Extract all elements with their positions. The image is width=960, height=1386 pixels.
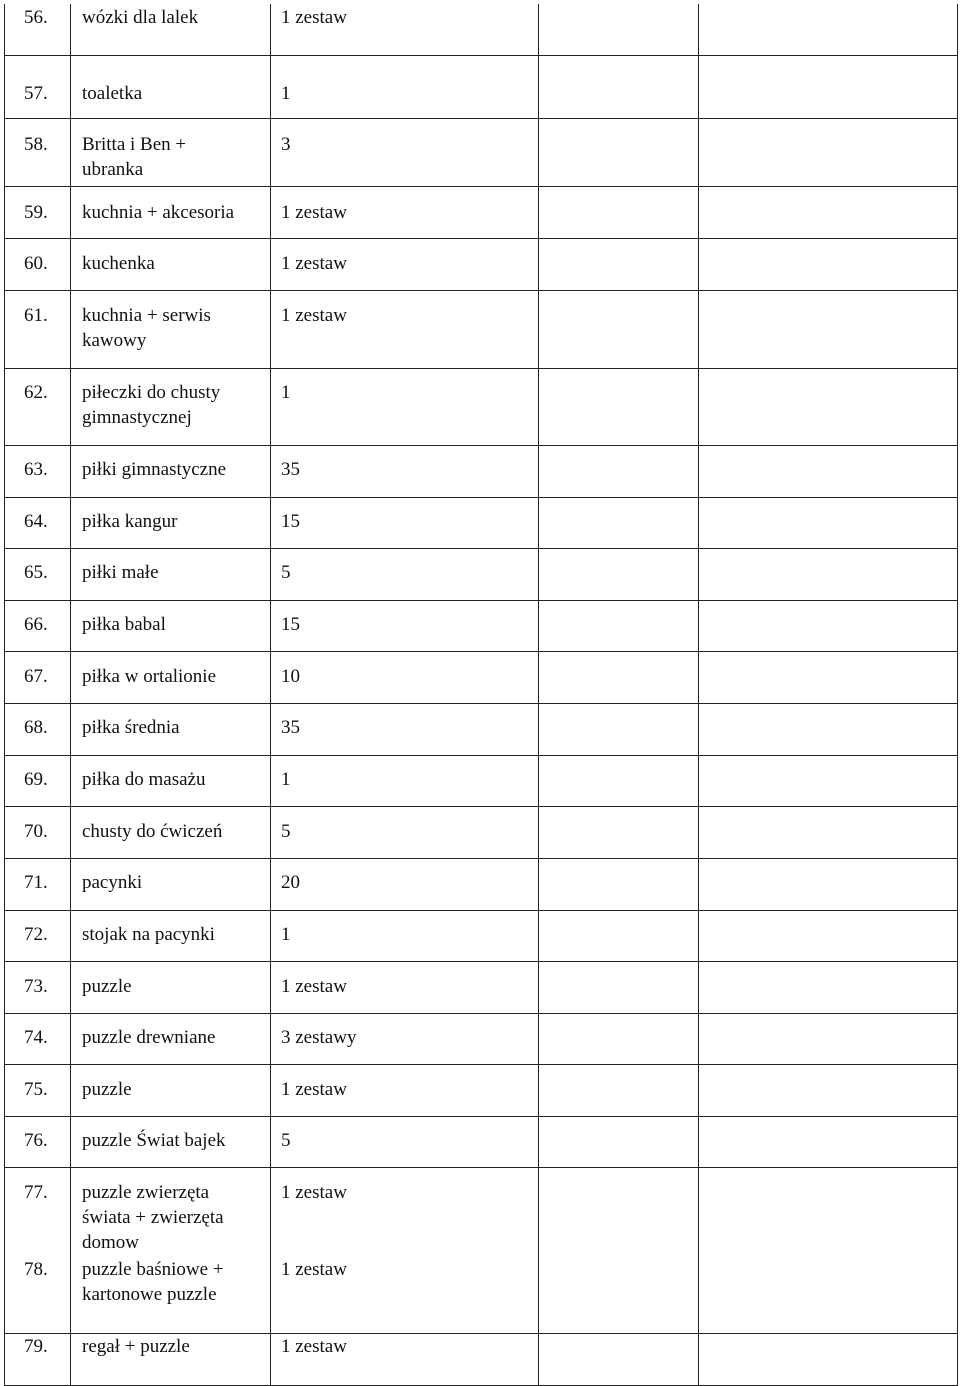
item-quantity: 35: [281, 459, 300, 480]
column-divider-2: [270, 4, 271, 1386]
item-name: piłka w ortalionie: [82, 666, 217, 687]
item-name: pacynki: [82, 872, 143, 893]
column-divider-3: [538, 4, 539, 1386]
row-divider: [4, 368, 958, 369]
item-quantity: 5: [281, 562, 291, 583]
item-quantity: 1 zestaw: [281, 1182, 347, 1203]
item-quantity: 35: [281, 717, 300, 738]
item-quantity: 15: [281, 511, 300, 532]
item-name: toaletka: [82, 83, 143, 104]
item-quantity: 1 zestaw: [281, 7, 347, 28]
row-number: 65.: [24, 562, 48, 583]
item-quantity: 1: [281, 769, 291, 790]
row-number: 67.: [24, 666, 48, 687]
column-divider-1: [70, 4, 71, 1386]
row-number: 61.: [24, 305, 48, 326]
item-name: piłki małe: [82, 562, 159, 583]
row-number: 73.: [24, 976, 48, 997]
item-name: chusty do ćwiczeń: [82, 821, 223, 842]
row-number: 75.: [24, 1079, 48, 1100]
row-number: 69.: [24, 769, 48, 790]
row-divider: [4, 118, 958, 119]
item-name: piłeczki do chusty: [82, 382, 221, 403]
row-number: 79.: [24, 1336, 48, 1357]
item-quantity: 1 zestaw: [281, 1336, 347, 1357]
item-quantity: 3: [281, 134, 291, 155]
item-name: puzzle drewniane: [82, 1027, 216, 1048]
item-name: domow: [82, 1232, 139, 1253]
item-name: piłka babal: [82, 614, 166, 635]
item-name: puzzle Świat bajek: [82, 1130, 226, 1151]
row-number: 64.: [24, 511, 48, 532]
item-name: kartonowe puzzle: [82, 1284, 217, 1305]
item-name: puzzle zwierzęta: [82, 1182, 210, 1203]
item-quantity: 1 zestaw: [281, 1079, 347, 1100]
row-number: 71.: [24, 872, 48, 893]
row-divider: [4, 55, 958, 56]
row-divider: [4, 755, 958, 756]
item-quantity: 1: [281, 382, 291, 403]
item-quantity: 10: [281, 666, 300, 687]
row-number: 60.: [24, 253, 48, 274]
item-name: Britta i Ben +: [82, 134, 187, 155]
row-number: 66.: [24, 614, 48, 635]
item-name: piłka kangur: [82, 511, 178, 532]
item-name: świata + zwierzęta: [82, 1207, 224, 1228]
row-divider: [4, 858, 958, 859]
item-quantity: 5: [281, 1130, 291, 1151]
item-name: kuchnia + akcesoria: [82, 202, 235, 223]
row-divider: [4, 1064, 958, 1065]
item-name: puzzle: [82, 1079, 132, 1100]
row-divider: [4, 806, 958, 807]
row-number: 59.: [24, 202, 48, 223]
item-name: regał + puzzle: [82, 1336, 190, 1357]
table-border-right: [957, 4, 958, 1386]
row-divider: [4, 703, 958, 704]
item-quantity: 1: [281, 924, 291, 945]
row-divider: [4, 961, 958, 962]
row-number: 78.: [24, 1259, 48, 1280]
item-name: stojak na pacynki: [82, 924, 215, 945]
item-name: gimnastycznej: [82, 407, 192, 428]
row-divider: [4, 238, 958, 239]
row-number: 68.: [24, 717, 48, 738]
row-number: 57.: [24, 83, 48, 104]
row-divider: [4, 290, 958, 291]
item-name: piłka średnia: [82, 717, 180, 738]
row-divider: [4, 651, 958, 652]
row-number: 72.: [24, 924, 48, 945]
row-number: 70.: [24, 821, 48, 842]
item-name: puzzle: [82, 976, 132, 997]
row-divider: [4, 1167, 958, 1168]
row-number: 76.: [24, 1130, 48, 1151]
item-name: piłki gimnastyczne: [82, 459, 227, 480]
item-name: kuchnia + serwis: [82, 305, 211, 326]
item-quantity: 1 zestaw: [281, 202, 347, 223]
row-number: 77.: [24, 1182, 48, 1203]
item-quantity: 1: [281, 83, 291, 104]
column-divider-4: [698, 4, 699, 1386]
table-border-left: [4, 4, 5, 1386]
item-name: kuchenka: [82, 253, 155, 274]
row-number: 63.: [24, 459, 48, 480]
item-quantity: 5: [281, 821, 291, 842]
item-quantity: 15: [281, 614, 300, 635]
item-name: piłka do masażu: [82, 769, 206, 790]
row-divider: [4, 548, 958, 549]
item-name: kawowy: [82, 330, 147, 351]
item-quantity: 1 zestaw: [281, 1259, 347, 1280]
item-name: wózki dla lalek: [82, 7, 199, 28]
row-divider: [4, 910, 958, 911]
row-divider: [4, 1013, 958, 1014]
row-divider: [4, 497, 958, 498]
item-quantity: 1 zestaw: [281, 253, 347, 274]
row-number: 62.: [24, 382, 48, 403]
row-number: 56.: [24, 7, 48, 28]
row-divider: [4, 600, 958, 601]
row-number: 74.: [24, 1027, 48, 1048]
row-divider: [4, 445, 958, 446]
item-name: ubranka: [82, 159, 144, 180]
item-quantity: 20: [281, 872, 300, 893]
item-quantity: 3 zestawy: [281, 1027, 357, 1048]
item-quantity: 1 zestaw: [281, 976, 347, 997]
row-divider: [4, 1116, 958, 1117]
row-number: 58.: [24, 134, 48, 155]
row-divider: [4, 186, 958, 187]
item-name: puzzle baśniowe +: [82, 1259, 224, 1280]
item-quantity: 1 zestaw: [281, 305, 347, 326]
